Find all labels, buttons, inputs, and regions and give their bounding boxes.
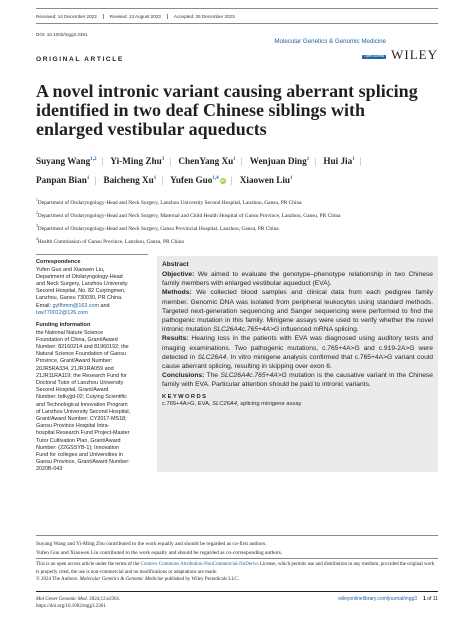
affiliation-item: $^4$Health Commission of Gansu Province, Lanzhou, Gansu, PR China xyxy=(36,237,184,245)
author-name[interactable]: Baicheng Xu$^1$ xyxy=(103,175,157,186)
journal-name[interactable]: Molecular Genetics & Genomic Medicine xyxy=(274,38,387,45)
author-name[interactable]: Yi-Ming Zhu$^3$ xyxy=(110,156,165,167)
affiliations xyxy=(36,195,438,247)
author-name[interactable]: ChenYang Xu$^1$ xyxy=(178,156,236,167)
journal-site-link[interactable]: wileyonlinelibrary.com/journal/mgg3 xyxy=(338,596,418,602)
abstract-body xyxy=(162,270,433,390)
abstract-heading: Abstract xyxy=(162,261,189,268)
author-name[interactable]: Suyang Wang$^{1,2}$ xyxy=(36,156,97,167)
copyright-line: © 2024 The Authors. Molecular Genetics & Genomic Medicine published by Wiley Periodicals LLC. xyxy=(36,577,239,583)
correspondence-heading: Correspondence xyxy=(36,259,81,265)
abstract-objective: Objective: We aimed to evaluate the genotype–phenotype relationship in two Chinese family members with enlarged vestibular aqueduct (EVA). xyxy=(162,271,433,288)
affiliation-item: $^1$Department of Otolaryngology-Head and Neck Surgery, Lanzhou University Second Hospital, Lanzhou, Gansu, PR China xyxy=(36,198,302,206)
page-footer xyxy=(36,591,438,609)
publisher-logo[interactable]: WILEY xyxy=(391,47,438,63)
abstract-conclusions: Conclusions: The SLC26A4c.765+4A>G mutation is the causative variant in the Chinese family with EVA. Particular attention should be paid to intronic variants. xyxy=(162,372,433,389)
article-history-bar xyxy=(36,8,438,24)
co-corresponding-note: Yufen Guo and Xiaowen Liu contributed to the work equally and should be regarded as co-corresponding authors. xyxy=(36,550,283,556)
open-access-badge: Open Access xyxy=(364,54,385,59)
affiliation-item: $^2$Department of Otolaryngology-Head and Neck Surgery, Maternal and Child Health Hospital of Gansu Province, Lanzhou, Gansu, PR China xyxy=(36,211,341,219)
accepted-date: Accepted: 26 December 2023 xyxy=(167,14,241,19)
author-name[interactable]: Hui Jia$^1$ xyxy=(323,156,355,167)
author-notes xyxy=(36,535,438,558)
sidebar xyxy=(36,254,148,479)
keywords-heading: KEYWORDS xyxy=(162,393,208,400)
author-name[interactable]: Wenjuan Ding$^1$ xyxy=(249,156,310,167)
doi-line[interactable]: DOI: 10.1002/mgg3.2361 xyxy=(36,32,88,37)
abstract-box xyxy=(157,256,438,472)
author-name[interactable]: Panpan Bian$^1$ xyxy=(36,175,90,186)
author-name[interactable]: Yufen Guo$^{1,4}$ xyxy=(170,175,219,186)
funding-heading: Funding information xyxy=(36,322,91,329)
received-date: Received: 14 December 2022 xyxy=(36,13,97,19)
article-type: ORIGINAL ARTICLE xyxy=(36,56,124,63)
correspondence-block: Correspondence Yufen Guo and Xiaowen Liu, Department of Otolaryngology-Head and Neck Surgery, Lanzhou University Second Hospital, No. 82 Cuiyingmen, Lanzhou, Gansu 730030, PR China. Email: gyflhmm@163.com and lxw770012@126.com xyxy=(36,259,148,317)
author-list: Suyang Wang$^{1,2}$ | Yi-Ming Zhu$^3$ | ChenYang Xu$^1$ | Wenjuan Ding$^1$ | Hui Jia$^1$ | Panpan Bian$^1$ | Baicheng Xu$^1$ | Yufen Guo$^{1,4}$ iD | Xiaowen Liu$^1$ xyxy=(36,156,362,186)
journal-name-block xyxy=(274,39,386,61)
revised-date: Revised: 13 August 2023 xyxy=(103,14,167,19)
email-link[interactable]: gyflhmm@163.com xyxy=(52,302,99,309)
affiliation-item: $^3$Department of Otolaryngology-Head and Neck Surgery, Gansu Provincial Hospital, Lanzhou, Gansu, PR China xyxy=(36,224,279,232)
doi-url[interactable]: https://doi.org/10.1002/mgg3.2361 xyxy=(36,604,106,609)
keywords-list: c.765+4A>G, EVA, SLC26A4, splicing minigene assay xyxy=(162,400,302,407)
article-title: A novel intronic variant causing aberrant splicing identified in two deaf Chinese siblings with enlarged vestibular aqueducts xyxy=(36,81,418,139)
license-notice: This is an open access article under the terms of the Creative Commons Attribution-NonCommercial-NoDerivs License, which permits use and distribution in any medium, provided the original work is properly cited, the use is non-commercial and no modifications or adaptations are made. © 2024 The Authors. Molecular Genetics & Genomic Medicine published by Wiley Periodicals LLC. xyxy=(36,558,438,584)
journal-brand xyxy=(274,39,438,61)
email-link[interactable]: lxw770012@126.com xyxy=(36,309,88,316)
footer-right xyxy=(338,596,438,603)
funding-block: Funding information the National Nature Science Foundation of China, Grant/Award Number: 82160214 and 81960192; the Natural Science Foundation of Gansu Province, Grant/Award Number: 20JR5RA334, 21JR1RA059 and 21JR11RA119; the Research Fund for Doctoral Tutor of Lanzhou University Second Hospital, Grant/Award Number: bdkyjjd-02; Cuiying Scientific and Technological Innovation Program of Lanzhou University Second Hospital, Grant/Award Number: CY2017-MS18; Gansu Province Hospital Intra- hospital Research Fund Project-Master Tutor Cultivation Plan, Grant/Award Number: (22GSSYB-1); Innovation Fund for colleges and Universities in Gansu Province, Grant/Award Number: 2020B-043 xyxy=(36,322,148,474)
co-first-note: Suyang Wang and Yi-Ming Zhu contributed to the work equally and should be regarded as co-first authors. xyxy=(36,541,267,547)
page-number: 1 of 11 xyxy=(423,596,438,602)
license-link[interactable]: Creative Commons Attribution-NonCommercial-NoDerivs xyxy=(140,562,259,567)
author-name[interactable]: Xiaowen Liu$^1$ xyxy=(239,175,293,186)
abstract-results: Results: Hearing loss in the patients with EVA was diagnosed using auditory tests and imaging examinations. Two pathogenic mutations, c.765+4A>G and c.919-2A>G were detected in SLC26A4. In vitro minigene analysis confirmed that c.765+4A>G variant could cause aberrant splicing, resulting in skipping over exon 6. xyxy=(162,335,434,371)
orcid-icon[interactable]: iD xyxy=(220,178,225,184)
citation: Mol Genet Genomic Med. 2024;12:e2361. https://doi.org/10.1002/mgg3.2361 xyxy=(36,597,121,609)
abstract-methods: Methods: We collected blood samples and clinical data from each pedigree family member. Genomic DNA was isolated from peripheral leukocytes using standard methods. Targeted next-generation sequencing and Sanger sequencing were performed to find the pathogenic mutation in this family. Minigene assays were used to verify whether the novel intronic mutation SLC26A4c.765+4A>G influenced mRNA splicing. xyxy=(162,289,433,334)
